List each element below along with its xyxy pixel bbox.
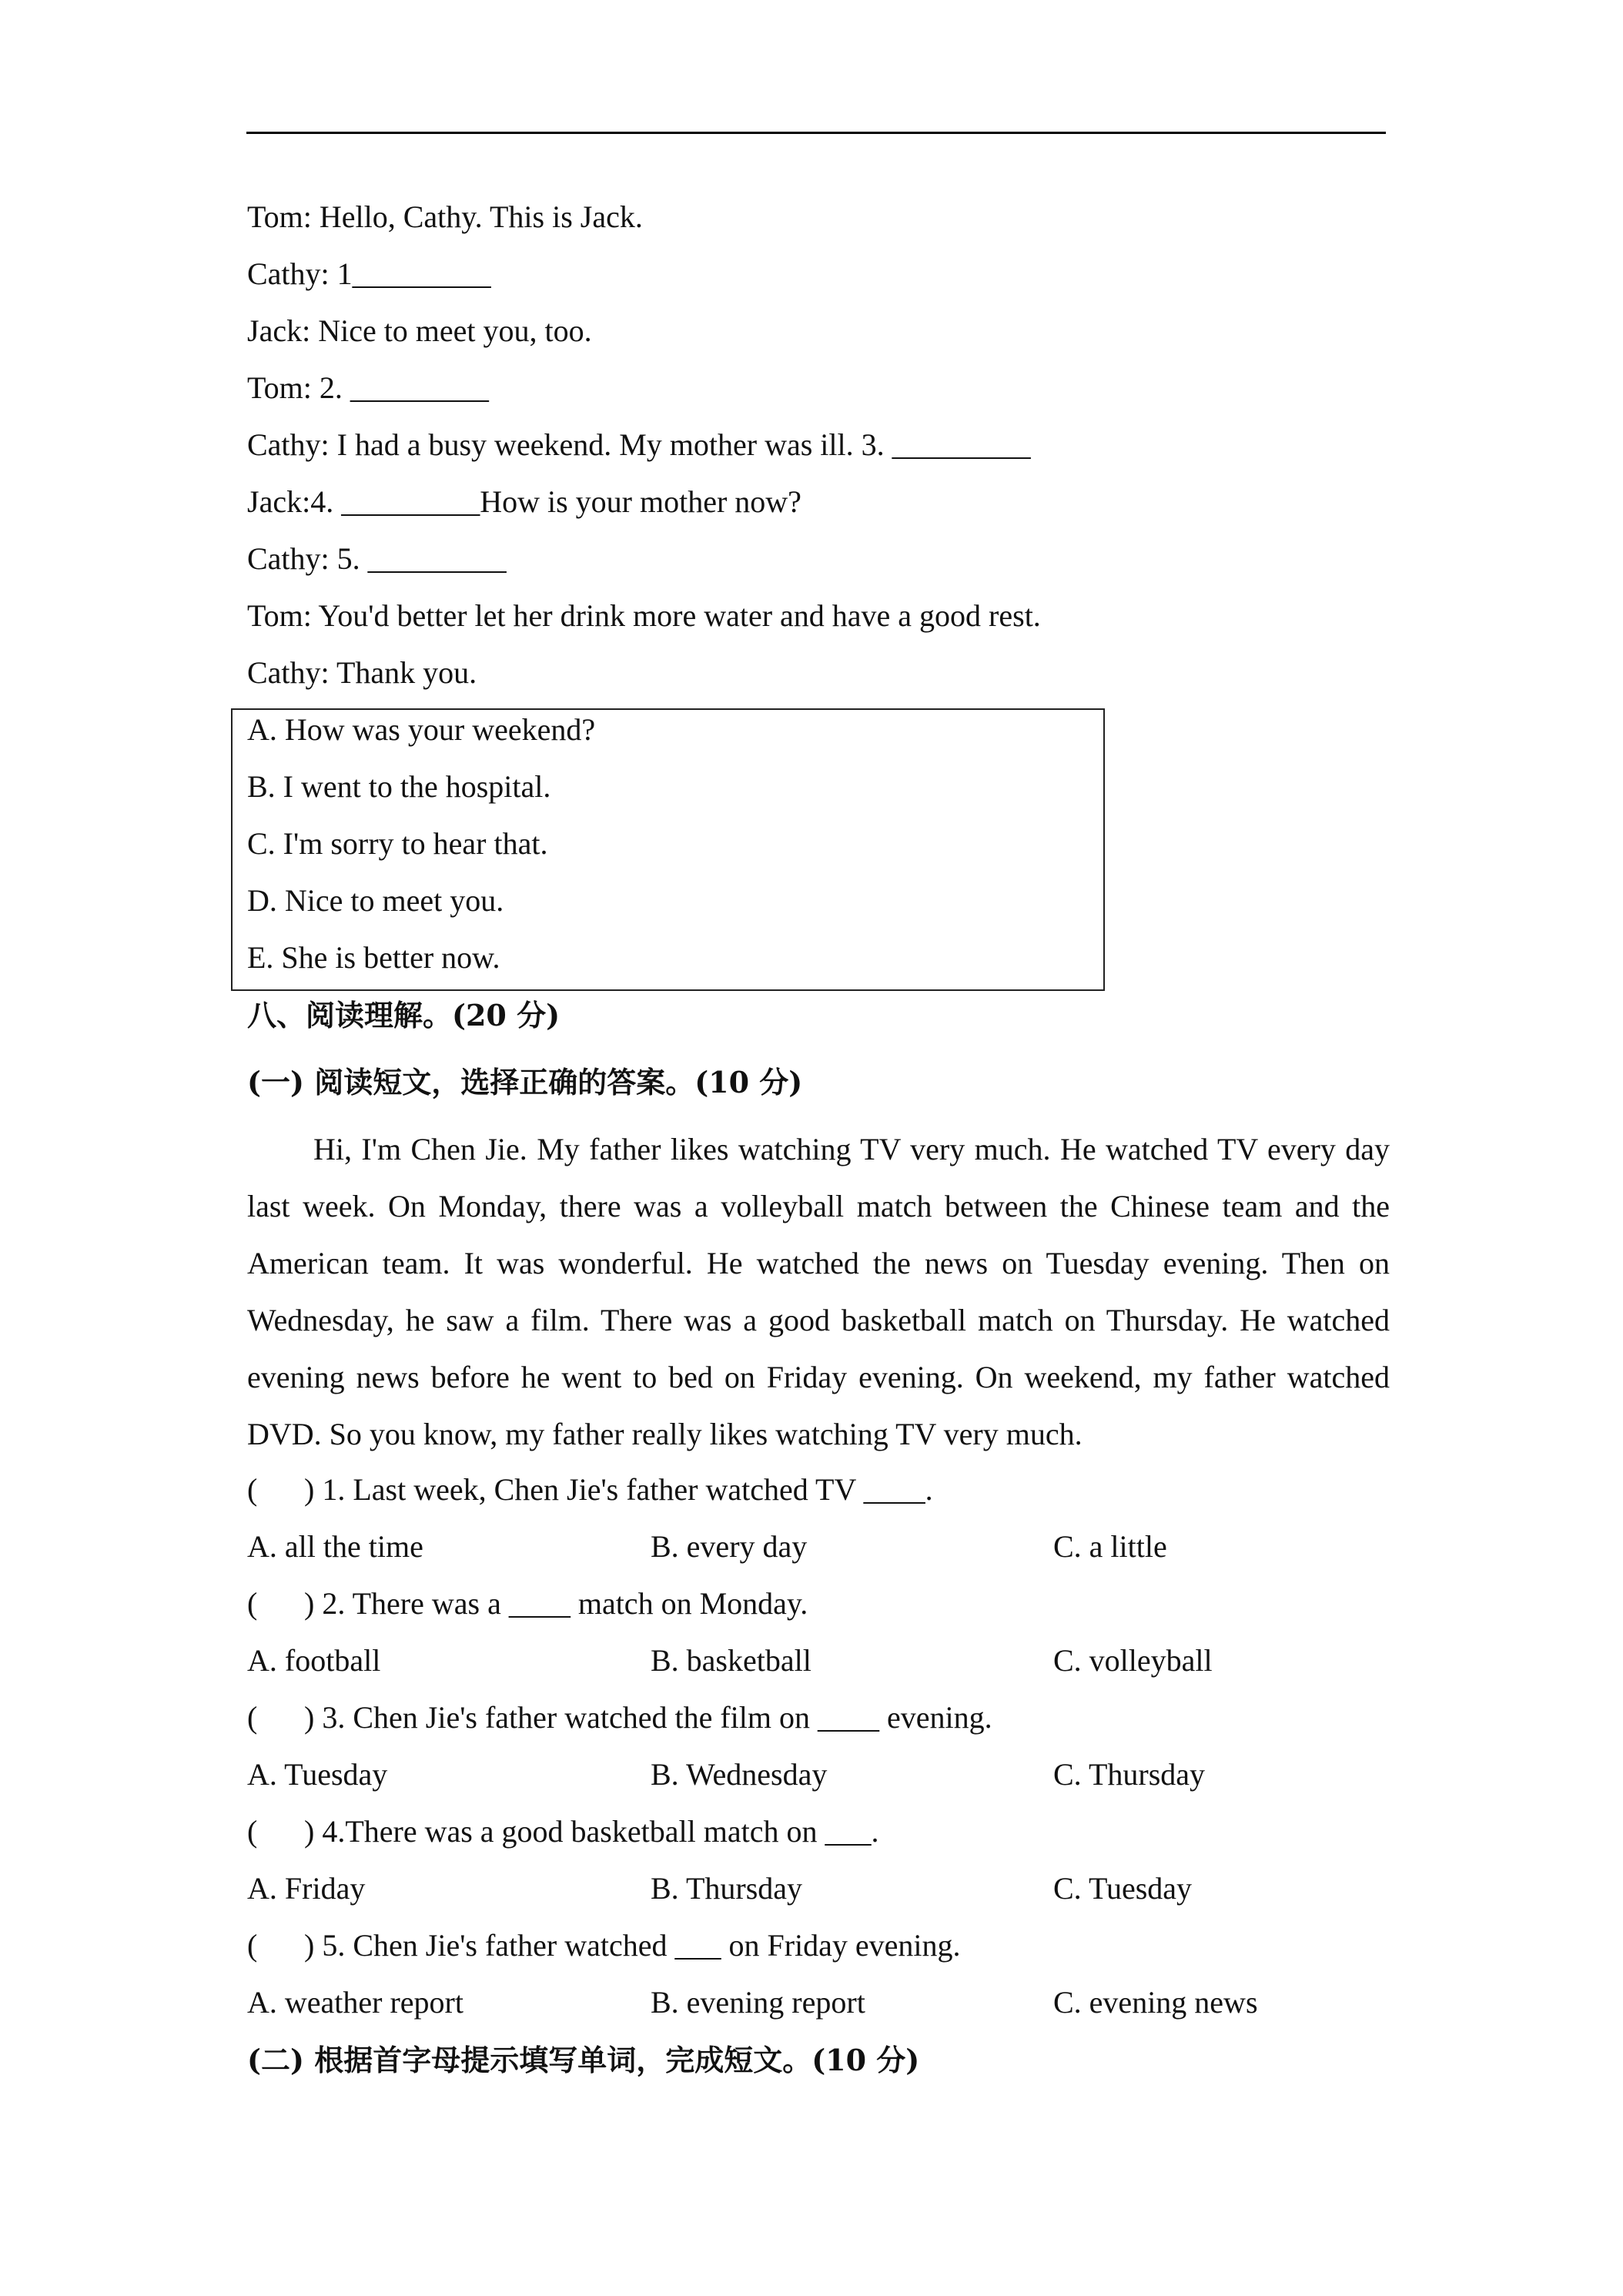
q1-option-a: A. all the time xyxy=(247,1529,423,1564)
dialogue-line-3: Jack: Nice to meet you, too. xyxy=(247,313,592,348)
option-b: B. I went to the hospital. xyxy=(247,769,551,804)
part1-title: (一) 阅读短文，选择正确的答案。(10 分) xyxy=(247,1065,803,1099)
q5-option-a: A. weather report xyxy=(247,1985,463,2020)
option-a: A. How was your weekend? xyxy=(247,712,596,747)
question-1 xyxy=(247,1471,933,1508)
dialogue-line-4: Tom: 2. _________ xyxy=(247,370,489,405)
q3-option-b: B. Wednesday xyxy=(651,1757,828,1792)
question-text: 4.There was a good basketball match on ___. xyxy=(322,1814,879,1849)
q3-option-c: C. Thursday xyxy=(1053,1757,1206,1792)
q1-option-b: B. every day xyxy=(651,1529,808,1564)
answer-paren-close: ) xyxy=(304,1814,315,1849)
q3-option-a: A. Tuesday xyxy=(247,1757,388,1792)
answer-paren-open: ( xyxy=(247,1814,258,1849)
dialogue-line-9: Cathy: Thank you. xyxy=(247,655,477,690)
dialogue-line-2: Cathy: 1_________ xyxy=(247,256,491,291)
answer-paren-close: ) xyxy=(304,1472,315,1507)
section-title: 八、阅读理解。(20 分) xyxy=(247,998,561,1033)
q5-option-c: C. evening news xyxy=(1053,1985,1258,2020)
answer-paren-open: ( xyxy=(247,1928,258,1963)
answer-paren-close: ) xyxy=(304,1928,315,1963)
part2-title: (二) 根据首字母提示填写单词，完成短文。(10 分) xyxy=(247,2043,920,2077)
q4-option-b: B. Thursday xyxy=(651,1871,803,1906)
option-e: E. She is better now. xyxy=(247,940,500,975)
option-c: C. I'm sorry to hear that. xyxy=(247,826,548,861)
header-rule xyxy=(246,132,1386,134)
q4-option-c: C. Tuesday xyxy=(1053,1871,1193,1906)
question-text: 5. Chen Jie's father watched ___ on Friday evening. xyxy=(322,1928,961,1963)
question-text: 2. There was a ____ match on Monday. xyxy=(322,1586,808,1621)
q5-option-b: B. evening report xyxy=(651,1985,865,2020)
q2-option-b: B. basketball xyxy=(651,1643,812,1678)
question-2 xyxy=(247,1585,808,1622)
reading-passage: Hi, I'm Chen Jie. My father likes watching TV very much. He watched TV every day last week. On Monday, there was a volleyball match between the Chinese team and the American team. It was wonderful. He watched the news on Tuesday evening. Then on Wednesday, he saw a film. There was a good basketball match on Thursday. He watched evening news before he went to bed on Friday evening. On weekend, my father watched DVD. So you know, my father really likes watching TV very much. xyxy=(247,1132,1390,1451)
question-text: 1. Last week, Chen Jie's father watched TV ____. xyxy=(322,1472,933,1507)
dialogue-line-7: Cathy: 5. _________ xyxy=(247,541,507,576)
q2-option-c: C. volleyball xyxy=(1053,1643,1213,1678)
q2-option-a: A. football xyxy=(247,1643,381,1678)
dialogue-line-1: Tom: Hello, Cathy. This is Jack. xyxy=(247,199,643,234)
answer-paren-open: ( xyxy=(247,1472,258,1507)
answer-paren-close: ) xyxy=(304,1700,315,1735)
dialogue-line-5: Cathy: I had a busy weekend. My mother was ill. 3. _________ xyxy=(247,427,1031,462)
answer-paren-open: ( xyxy=(247,1700,258,1735)
q1-option-c: C. a little xyxy=(1053,1529,1167,1564)
dialogue-line-8: Tom: You'd better let her drink more water and have a good rest. xyxy=(247,598,1041,633)
question-4 xyxy=(247,1813,878,1850)
answer-paren-close: ) xyxy=(304,1586,315,1621)
question-text: 3. Chen Jie's father watched the film on ____ evening. xyxy=(322,1700,992,1735)
option-d: D. Nice to meet you. xyxy=(247,883,504,918)
question-5 xyxy=(247,1927,961,1964)
answer-paren-open: ( xyxy=(247,1586,258,1621)
question-3 xyxy=(247,1699,992,1736)
q4-option-a: A. Friday xyxy=(247,1871,366,1906)
dialogue-line-6: Jack:4. _________How is your mother now? xyxy=(247,484,801,519)
